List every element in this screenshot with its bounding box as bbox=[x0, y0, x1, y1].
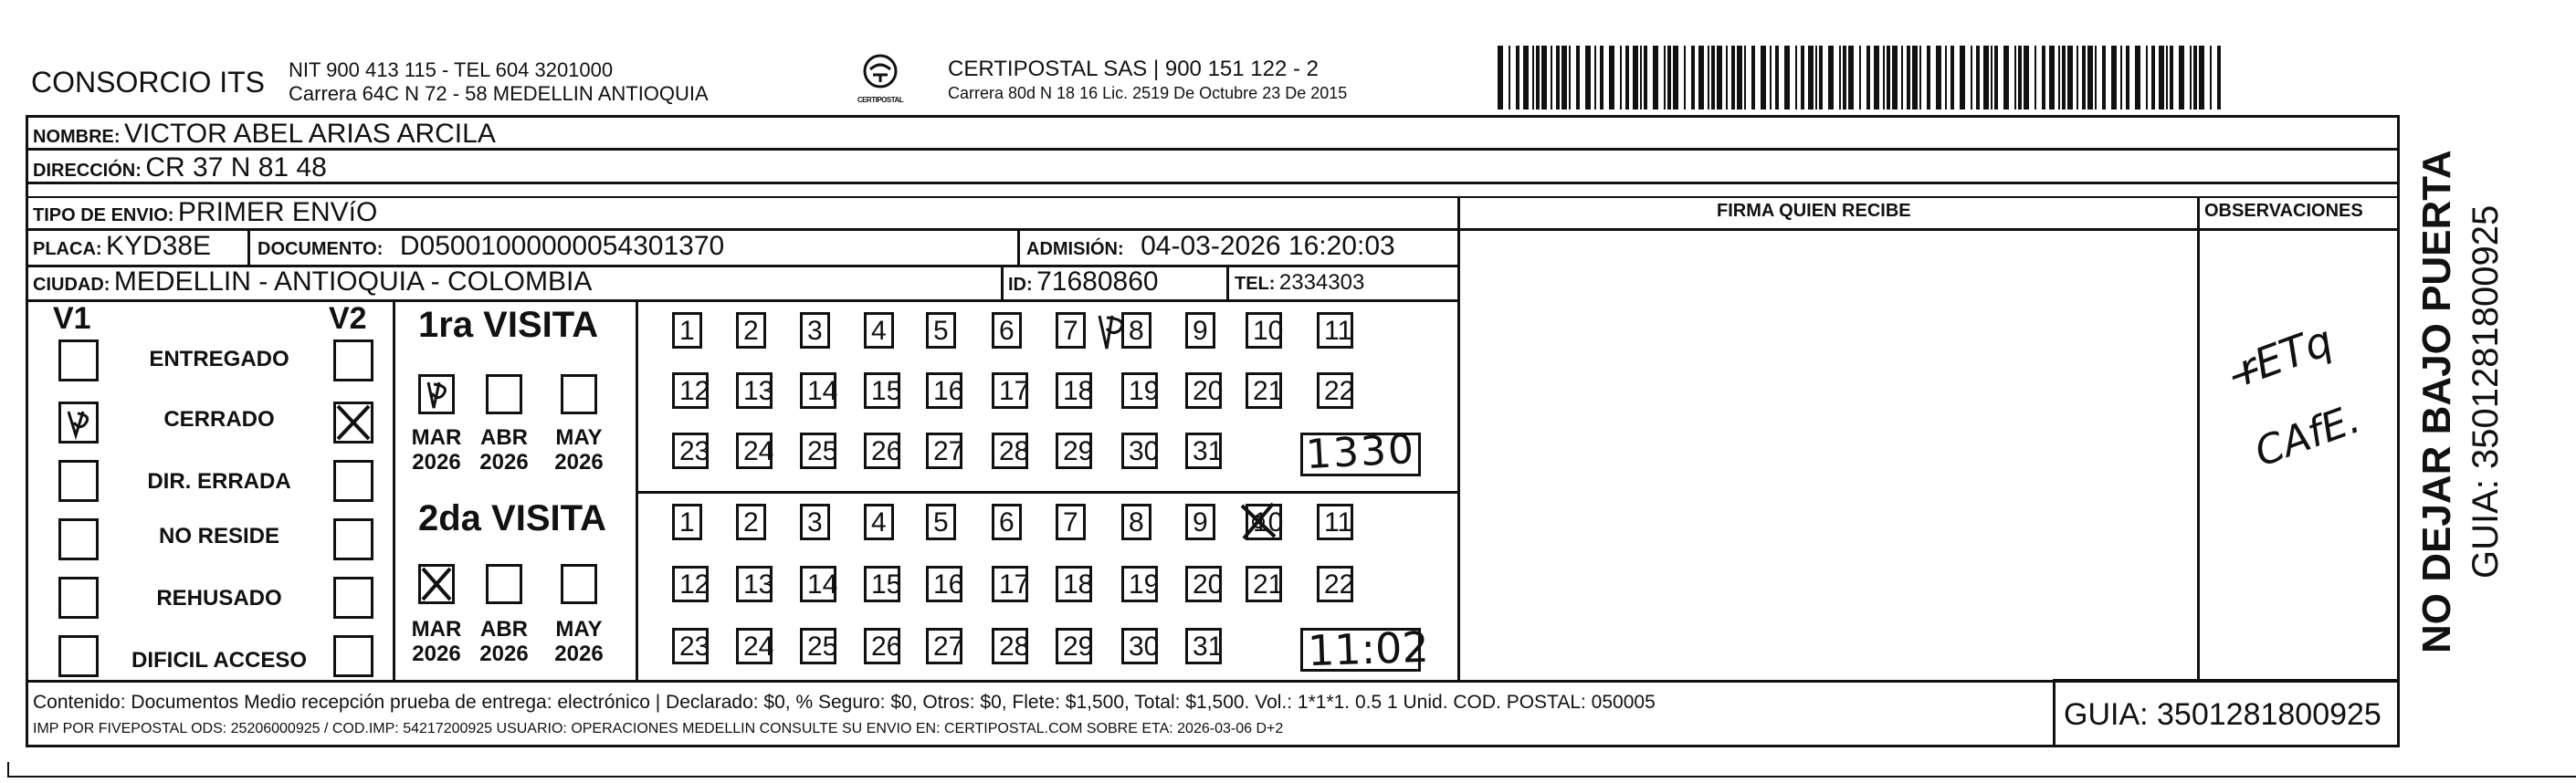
second-visit-day-24-box[interactable]: 24 bbox=[736, 628, 773, 664]
first-visit-may-checkbox[interactable] bbox=[561, 374, 597, 414]
second-visit-day-16-box[interactable]: 16 bbox=[926, 566, 962, 602]
second-visit-day-29-box[interactable]: 29 bbox=[1056, 628, 1092, 664]
tel-label: TEL: bbox=[1235, 274, 1276, 294]
second-visit-day-5-box[interactable]: 5 bbox=[926, 504, 956, 540]
id-field bbox=[1008, 266, 1159, 298]
month-label: ABR bbox=[480, 425, 528, 450]
handwritten-mark-icon bbox=[61, 404, 96, 441]
year-label: 2026 bbox=[412, 450, 461, 475]
second-visit-day-13-box[interactable]: 13 bbox=[736, 566, 773, 602]
first-visit-day-18-box[interactable]: 18 bbox=[1056, 372, 1092, 409]
second-visit-day-10-box[interactable]: 10 bbox=[1246, 504, 1282, 540]
second-visit-abr-checkbox[interactable] bbox=[486, 564, 522, 604]
first-visit-day-30-box[interactable]: 30 bbox=[1121, 433, 1158, 469]
second-visit-day-18-box[interactable]: 18 bbox=[1056, 566, 1092, 602]
ciudad-field bbox=[33, 266, 592, 298]
certipostal-logo bbox=[855, 51, 906, 106]
first-visit-month-abr bbox=[475, 425, 533, 475]
side-guia: GUIA: 3501281800925 bbox=[2466, 204, 2506, 579]
second-visit-day-20-box[interactable]: 20 bbox=[1185, 566, 1222, 602]
second-visit-day-12-box[interactable]: 12 bbox=[672, 566, 709, 602]
handwritten-mark-icon bbox=[421, 377, 452, 412]
month-label: MAR bbox=[411, 617, 462, 642]
v1-cerrado-checkbox[interactable] bbox=[58, 402, 99, 444]
tel-value: 2334303 bbox=[1278, 270, 1365, 295]
first-visit-day-1-box[interactable]: 1 bbox=[672, 312, 702, 349]
observation-handwriting-line2: CAfE. bbox=[2248, 395, 2367, 476]
v1-dificil-acceso-checkbox[interactable] bbox=[58, 635, 99, 677]
observaciones-label: OBSERVACIONES bbox=[2204, 201, 2363, 221]
direccion-label: DIRECCIÓN: bbox=[33, 161, 142, 181]
first-visit-title: 1ra VISITA bbox=[418, 305, 599, 345]
first-visit-day-11-box[interactable]: 11 bbox=[1317, 312, 1353, 349]
second-visit-mar-checkbox[interactable] bbox=[418, 564, 455, 604]
second-visit-day-4-box[interactable]: 4 bbox=[864, 504, 894, 540]
second-visit-day-26-box[interactable]: 26 bbox=[864, 628, 900, 664]
second-visit-day-23-box[interactable]: 23 bbox=[672, 628, 709, 664]
first-visit-day-22-box[interactable]: 22 bbox=[1317, 372, 1353, 409]
side-warning: NO DEJAR BAJO PUERTA bbox=[2414, 150, 2459, 653]
first-visit-day-20-box[interactable]: 20 bbox=[1185, 372, 1222, 409]
status-no-reside: NO RESIDE bbox=[158, 524, 280, 548]
logo-icon bbox=[855, 51, 906, 91]
year-label: 2026 bbox=[479, 642, 529, 666]
tipo-envio-field bbox=[33, 197, 377, 228]
status-dir-errada: DIR. ERRADA bbox=[147, 469, 291, 494]
year-label: 2026 bbox=[554, 642, 604, 666]
first-visit-day-28-box[interactable]: 28 bbox=[992, 433, 1028, 469]
v1-no-reside-checkbox[interactable] bbox=[58, 518, 99, 560]
company-name: CONSORCIO ITS bbox=[31, 66, 266, 99]
v2-rehusado-checkbox[interactable] bbox=[333, 577, 373, 619]
logo-text: CERTIPOSTAL bbox=[857, 96, 904, 104]
second-visit-day-31-box[interactable]: 31 bbox=[1185, 628, 1222, 664]
month-label: ABR bbox=[480, 617, 528, 642]
observation-handwriting-line1: r̶ETq bbox=[2231, 315, 2339, 395]
admision-field bbox=[1026, 231, 1395, 262]
first-visit-day-24-box[interactable]: 24 bbox=[736, 433, 773, 469]
v2-label: V2 bbox=[329, 301, 367, 336]
tipo-envio-label: TIPO DE ENVIO: bbox=[33, 205, 174, 225]
first-visit-day-31-box[interactable]: 31 bbox=[1185, 433, 1222, 469]
second-visit-day-3-box[interactable]: 3 bbox=[800, 504, 830, 540]
ciudad-label: CIUDAD: bbox=[33, 275, 110, 295]
placa-label: PLACA: bbox=[33, 239, 102, 259]
id-value: 71680860 bbox=[1036, 266, 1159, 297]
direccion-field bbox=[33, 152, 327, 183]
second-visit-day-15-box[interactable]: 15 bbox=[864, 566, 900, 602]
first-visit-day-7-box[interactable]: 7 bbox=[1056, 312, 1086, 349]
v2-dificil-acceso-checkbox[interactable] bbox=[333, 635, 373, 677]
v1-label: V1 bbox=[53, 301, 91, 336]
second-visit-day-25-box[interactable]: 25 bbox=[800, 628, 836, 664]
x-mark-icon bbox=[421, 567, 452, 601]
second-visit-day-21-box[interactable]: 21 bbox=[1246, 566, 1282, 602]
second-visit-day-7-box[interactable]: 7 bbox=[1056, 504, 1086, 540]
year-label: 2026 bbox=[554, 450, 604, 475]
placa-field bbox=[33, 231, 211, 262]
second-visit-day-14-box[interactable]: 14 bbox=[800, 566, 836, 602]
month-label: MAY bbox=[555, 425, 603, 450]
first-visit-day-12-box[interactable]: 12 bbox=[672, 372, 709, 409]
barcode-icon bbox=[1498, 46, 2228, 110]
first-visit-day-15-box[interactable]: 15 bbox=[864, 372, 900, 409]
firma-label: FIRMA QUIEN RECIBE bbox=[1717, 201, 1911, 221]
second-visit-time-value: 11:02 bbox=[1307, 621, 1430, 676]
v2-no-reside-checkbox[interactable] bbox=[333, 518, 373, 560]
id-label: ID: bbox=[1008, 275, 1033, 295]
documento-field bbox=[258, 231, 724, 262]
first-visit-day-6-box[interactable]: 6 bbox=[992, 312, 1022, 349]
first-visit-day-17-box[interactable]: 17 bbox=[992, 372, 1028, 409]
year-label: 2026 bbox=[479, 450, 529, 475]
imp-line: IMP POR FIVEPOSTAL ODS: 25206000925 / COD.IMP: 54217200925 USUARIO: OPERACIONES MEDELLIN CONSULTE SU ENVIO EN: CERTIPOSTAL.COM SOBRE ETA: 2026-03-06 D+2 bbox=[33, 721, 1284, 736]
x-mark-icon bbox=[1238, 500, 1278, 542]
first-visit-day-19-box[interactable]: 19 bbox=[1121, 372, 1158, 409]
nit-line: NIT 900 413 115 - TEL 604 3201000 bbox=[289, 58, 614, 81]
status-entregado: ENTREGADO bbox=[149, 347, 289, 371]
second-visit-month-abr bbox=[475, 617, 533, 666]
second-visit-month-may bbox=[550, 617, 608, 666]
nombre-field bbox=[33, 119, 496, 150]
carrier-line: CERTIPOSTAL SAS | 900 151 122 - 2 bbox=[948, 57, 1319, 81]
first-visit-day-25-box[interactable]: 25 bbox=[800, 433, 836, 469]
second-visit-day-9-box[interactable]: 9 bbox=[1185, 504, 1215, 540]
documento-value: D05001000000054301370 bbox=[399, 231, 725, 261]
ciudad-value: MEDELLIN - ANTIOQUIA - COLOMBIA bbox=[113, 266, 593, 297]
v1-rehusado-checkbox[interactable] bbox=[58, 577, 99, 619]
v2-dir-errada-checkbox[interactable] bbox=[333, 460, 373, 502]
first-visit-mar-checkbox[interactable] bbox=[418, 374, 455, 414]
admision-label: ADMISIÓN: bbox=[1026, 239, 1124, 259]
year-label: 2026 bbox=[412, 642, 461, 666]
second-visit-day-19-box[interactable]: 19 bbox=[1121, 566, 1158, 602]
second-visit-day-22-box[interactable]: 22 bbox=[1317, 566, 1353, 602]
second-visit-day-11-box[interactable]: 11 bbox=[1317, 504, 1353, 540]
first-visit-time-value: 1330 bbox=[1304, 425, 1417, 479]
month-label: MAR bbox=[411, 425, 462, 450]
tel-field bbox=[1235, 270, 1364, 296]
first-visit-day-29-box[interactable]: 29 bbox=[1056, 433, 1092, 469]
month-label: MAY bbox=[555, 617, 603, 642]
nombre-value: VICTOR ABEL ARIAS ARCILA bbox=[124, 119, 496, 149]
second-visit-month-mar bbox=[407, 617, 466, 666]
first-visit-day-27-box[interactable]: 27 bbox=[926, 433, 962, 469]
company-address: Carrera 64C N 72 - 58 MEDELLIN ANTIOQUIA bbox=[289, 82, 709, 105]
admision-value: 04-03-2026 16:20:03 bbox=[1141, 231, 1395, 261]
documento-label: DOCUMENTO: bbox=[258, 239, 384, 259]
direccion-value: CR 37 N 81 48 bbox=[145, 152, 327, 183]
placa-value: KYD38E bbox=[106, 231, 212, 261]
second-visit-day-6-box[interactable]: 6 bbox=[992, 504, 1022, 540]
first-visit-day-21-box[interactable]: 21 bbox=[1246, 372, 1282, 409]
second-visit-day-1-box[interactable]: 1 bbox=[672, 504, 702, 540]
first-visit-day-3-box[interactable]: 3 bbox=[800, 312, 830, 349]
status-cerrado: CERRADO bbox=[163, 407, 275, 432]
status-dificil-acceso: DIFICIL ACCESO bbox=[131, 648, 307, 673]
first-visit-month-mar bbox=[407, 425, 466, 475]
tipo-envio-value: PRIMER ENVíO bbox=[177, 197, 378, 227]
footer-guia: GUIA: 3501281800925 bbox=[2064, 697, 2381, 732]
first-visit-day-16-box[interactable]: 16 bbox=[926, 372, 962, 409]
first-visit-day-2-box[interactable]: 2 bbox=[736, 312, 766, 349]
second-visit-day-30-box[interactable]: 30 bbox=[1121, 628, 1158, 664]
second-visit-may-checkbox[interactable] bbox=[561, 564, 597, 604]
v1-dir-errada-checkbox[interactable] bbox=[58, 460, 99, 502]
v2-entregado-checkbox[interactable] bbox=[333, 339, 373, 381]
first-visit-month-may bbox=[550, 425, 608, 475]
second-visit-day-27-box[interactable]: 27 bbox=[926, 628, 962, 664]
first-visit-day-10-box[interactable]: 10 bbox=[1246, 312, 1282, 349]
carrier-address: Carrera 80d N 18 16 Lic. 2519 De Octubre 23 De 2015 bbox=[948, 84, 1348, 102]
second-visit-day-9-mark bbox=[1238, 500, 1278, 547]
contenido-line: Contenido: Documentos Medio recepción prueba de entrega: electrónico | Declarado: $0, % Seguro: $0, Otros: $0, Flete: $1,500, Total: $1,500. Vol.: 1*1*1. 0.5 1 Unid. COD. POSTAL: 050005 bbox=[33, 692, 1656, 713]
barcode bbox=[1498, 46, 2228, 110]
second-visit-day-8-box[interactable]: 8 bbox=[1121, 504, 1151, 540]
second-visit-day-17-box[interactable]: 17 bbox=[992, 566, 1028, 602]
first-visit-day-26-box[interactable]: 26 bbox=[864, 433, 900, 469]
first-visit-day-23-box[interactable]: 23 bbox=[672, 433, 709, 469]
nombre-label: NOMBRE: bbox=[33, 127, 121, 147]
handwritten-mark-icon bbox=[1092, 308, 1132, 354]
first-visit-day-13-box[interactable]: 13 bbox=[736, 372, 773, 409]
status-rehusado: REHUSADO bbox=[156, 586, 282, 611]
second-visit-day-28-box[interactable]: 28 bbox=[992, 628, 1028, 664]
first-visit-day-4-box[interactable]: 4 bbox=[864, 312, 894, 349]
x-mark-icon bbox=[336, 404, 371, 441]
first-visit-day-7-mark bbox=[1092, 308, 1132, 359]
v2-cerrado-checkbox[interactable] bbox=[333, 402, 373, 444]
second-visit-day-2-box[interactable]: 2 bbox=[736, 504, 766, 540]
first-visit-day-8-box[interactable]: 8 bbox=[1121, 312, 1151, 349]
first-visit-abr-checkbox[interactable] bbox=[486, 374, 522, 414]
v1-entregado-checkbox[interactable] bbox=[58, 339, 99, 381]
first-visit-day-5-box[interactable]: 5 bbox=[926, 312, 956, 349]
second-visit-title: 2da VISITA bbox=[418, 498, 606, 538]
first-visit-day-9-box[interactable]: 9 bbox=[1185, 312, 1215, 349]
first-visit-day-14-box[interactable]: 14 bbox=[800, 372, 836, 409]
